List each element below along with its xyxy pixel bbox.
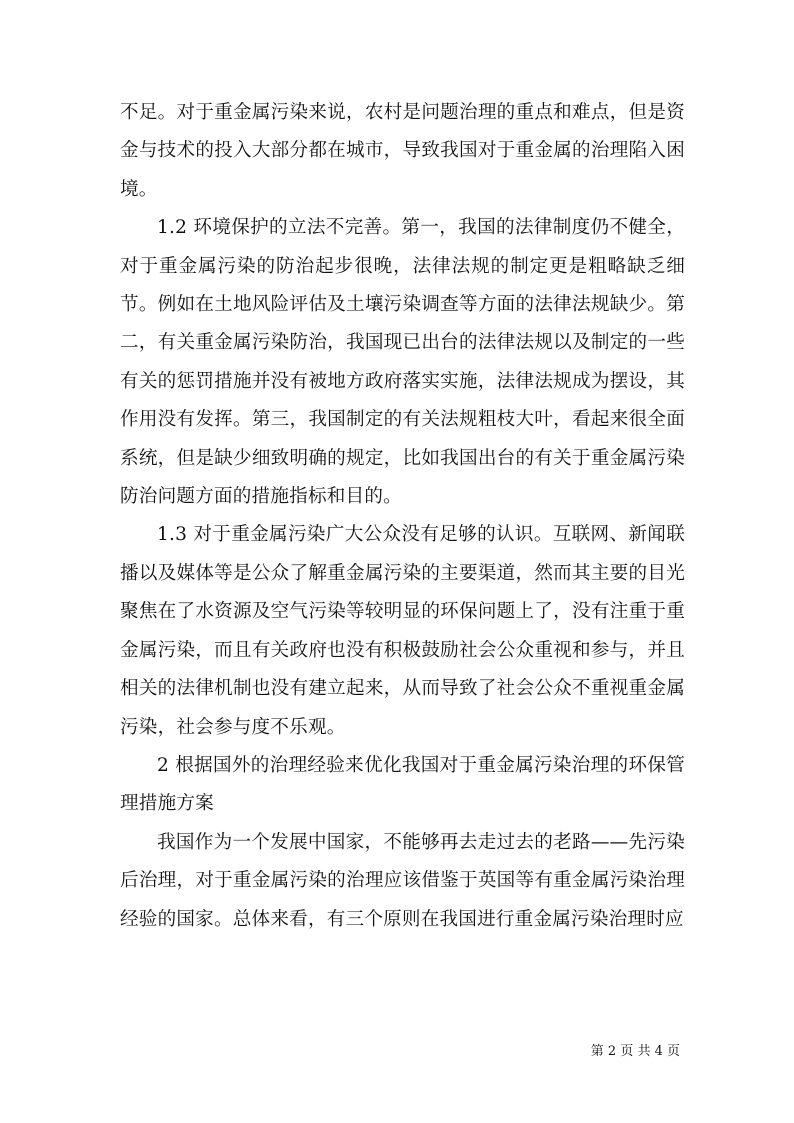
page-number-footer: 第 2 页 共 4 页 bbox=[590, 1044, 680, 1059]
paragraph-section-1-3: 1.3 对于重金属污染广大公众没有足够的认识。互联网、新闻联播以及媒体等是公众了解重金属污染的主要渠道，然而其主要的目光聚焦在了水资源及空气污染等较明显的环保问题上了，没有注重于重金属污染，而且有关政府也没有积极鼓励社会公众重视和参与，并且相关的法律机制也没有建立起来，从而导致了社会公众不重视重金属污染，社会参与度不乐观。 bbox=[120, 524, 685, 738]
paragraph-continuation: 不足。对于重金属污染来说，农村是问题治理的重点和难点，但是资金与技术的投入大部分都在城市，导致我国对于重金属的治理陷入困境。 bbox=[120, 102, 685, 200]
paragraph-section-2-body: 我国作为一个发展中国家，不能够再去走过去的老路——先污染后治理，对于重金属污染的治理应该借鉴于英国等有重金属污染治理经验的国家。总体来看，有三个原则在我国进行重金属污染治理时应 bbox=[120, 831, 685, 930]
section-heading-2: 2 根据国外的治理经验来优化我国对于重金属污染治理的环保管理措施方案 bbox=[120, 754, 685, 815]
document-body bbox=[120, 94, 685, 939]
paragraph-section-1-2: 1.2 环境保护的立法不完善。第一，我国的法律制度仍不健全，对于重金属污染的防治起步很晚，法律法规的制定更是粗略缺乏细节。例如在土地风险评估及土壤污染调查等方面的法律法规缺少。第二，有关重金属污染防治，我国现已出台的法律法规以及制定的一些有关的惩罚措施并没有被地方政府落实实施，法律法规成为摆设，其作用没有发挥。第三，我国制定的有关法规粗枝大叶，看起来很全面系统，但是缺少细致明确的规定，比如我国出台的有关于重金属污染防治问题方面的措施指标和目的。 bbox=[120, 217, 685, 508]
